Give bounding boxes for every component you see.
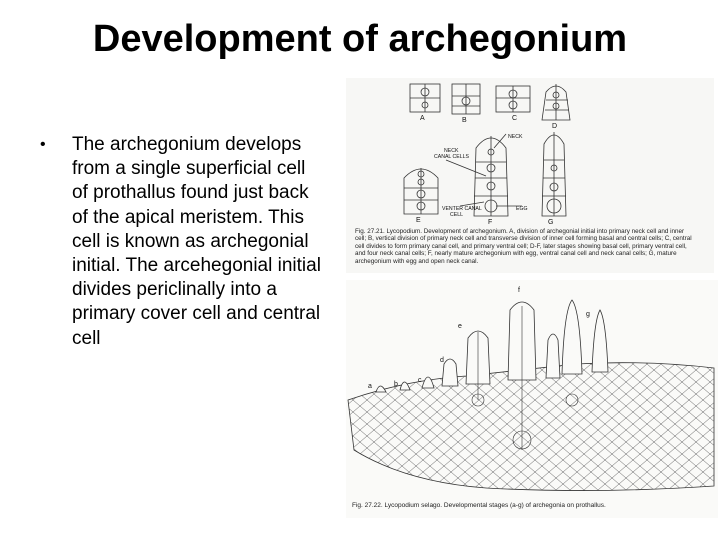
stage-a-drawing	[410, 84, 440, 112]
stage-d-drawing	[542, 84, 570, 120]
label-d: D	[552, 123, 558, 130]
extra-archegonium-2	[592, 310, 608, 372]
label-stage-c: c	[418, 377, 422, 384]
stage-d-archegonium	[442, 359, 458, 386]
label-e: E	[416, 217, 421, 224]
stage-g-archegonium	[546, 334, 560, 378]
label-venter-canal-cell: VENTER CANAL CELL	[442, 206, 482, 218]
prothallus-drawing	[346, 280, 718, 500]
label-g: G	[548, 219, 554, 226]
slide-title: Development of archegonium	[92, 18, 628, 60]
label-stage-g: g	[586, 311, 590, 318]
prothallus-tissue	[348, 363, 714, 491]
bottom-figure-caption: Fig. 27.22. Lycopodium selago. Developmental stages (a-g) of archegonia on prothallus.	[352, 502, 606, 509]
stage-b-drawing	[452, 84, 480, 114]
label-f: F	[488, 219, 493, 226]
label-c: C	[512, 115, 518, 122]
stage-c-archegonium	[422, 377, 434, 388]
stage-a-archegonium	[376, 386, 386, 392]
stage-c-drawing	[496, 86, 530, 112]
stage-f-drawing	[474, 136, 508, 216]
bullet-text: The archegonium develops from a single superficial cell of prothallus found just back of the apical meristem. This cell is known as archegonial initial. The arcehegonial initial divides periclinally into a primary cover cell and central cell	[72, 134, 321, 349]
prothallus-figure	[346, 280, 718, 518]
label-stage-d: d	[440, 357, 444, 364]
label-b: B	[462, 117, 467, 124]
label-egg: EGG	[516, 206, 528, 212]
label-stage-e: e	[458, 323, 462, 330]
top-figure-caption: Fig. 27.21. Lycopodium. Development of archegonium. A, division of archegonial initial into primary neck cell and inner cell; B, vertical division of primary neck cell and transverse division of inner cell forming basal and central cells; C, central cell divides to form primary canal cell, and primary ventral cell; D-F, later stages showing basal cell, primary ventral cell, and four neck canal cells; F, nearly mature archegonium with egg, ventral canal cell and neck canal cells; G, mature archegonium with egg and open neck canal.	[355, 228, 692, 265]
label-neck-canal-cells: NECK CANAL CELLS	[434, 148, 469, 160]
bullet-marker: •	[40, 136, 46, 153]
stage-g-drawing	[542, 132, 566, 216]
label-neck: NECK	[508, 134, 523, 140]
label-stage-b: b	[394, 381, 398, 388]
bullet-list	[30, 133, 330, 351]
stage-e-drawing	[404, 168, 438, 214]
extra-archegonium-1	[562, 300, 582, 374]
label-stage-a: a	[368, 383, 372, 390]
label-stage-f: f	[518, 287, 520, 294]
stages-drawing	[346, 78, 714, 228]
label-a: A	[420, 115, 425, 122]
